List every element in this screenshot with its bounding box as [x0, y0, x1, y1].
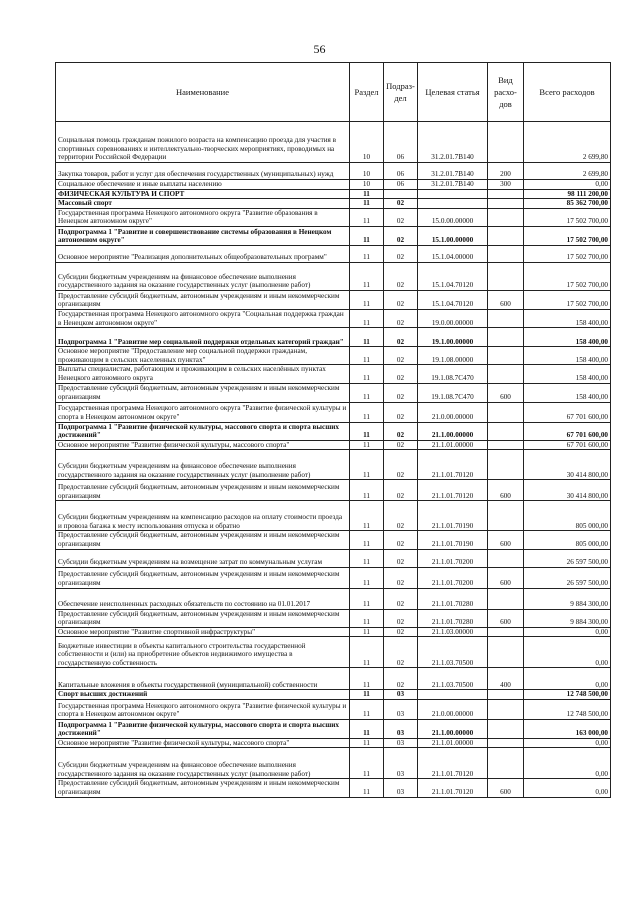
cell-expense-type: 600	[488, 290, 524, 309]
table-row	[56, 549, 611, 567]
cell-total-expenses: 17 502 700,00	[524, 290, 611, 309]
cell-name: Подпрограмма 1 "Развитие физической культуры, массового спорта и спорта высших достижений"	[56, 719, 350, 738]
cell-expense-type: 600	[488, 609, 524, 627]
cell-expense-type	[488, 208, 524, 226]
cell-name: Основное мероприятие "Предоставление мер социальной поддержки гражданам, проживающим в сельских населенных пунктах"	[56, 347, 350, 365]
cell-target-article: 21.1.03.70500	[418, 668, 488, 690]
cell-target-article: 21.0.00.00000	[418, 402, 488, 422]
table-row	[56, 719, 611, 738]
cell-section: 11	[350, 690, 384, 700]
cell-expense-type: 600	[488, 383, 524, 402]
cell-expense-type: 200	[488, 163, 524, 180]
cell-subsection: 02	[384, 567, 418, 588]
cell-subsection: 02	[384, 549, 418, 567]
cell-total-expenses: 163 000,00	[524, 719, 611, 738]
cell-target-article: 21.1.01.70190	[418, 531, 488, 549]
cell-name: Подпрограмма 1 "Развитие и совершенствование системы образования в Ненецком автономном округе"	[56, 226, 350, 245]
cell-subsection: 02	[384, 226, 418, 245]
cell-section: 11	[350, 719, 384, 738]
cell-target-article: 21.1.00.00000	[418, 719, 488, 738]
cell-name: Подпрограмма 1 "Развитие физической культуры, массового спорта и спорта высших достижений"	[56, 422, 350, 440]
cell-section: 11	[350, 402, 384, 422]
table-row	[56, 588, 611, 609]
cell-section: 11	[350, 748, 384, 779]
cell-total-expenses: 17 502 700,00	[524, 226, 611, 245]
cell-section: 11	[350, 567, 384, 588]
cell-expense-type: 300	[488, 180, 524, 190]
table-row	[56, 180, 611, 190]
table-row	[56, 226, 611, 245]
cell-name: Предоставление субсидий бюджетным, автономным учреждениям и иным некоммерческим организациям	[56, 531, 350, 549]
cell-subsection: 02	[384, 480, 418, 501]
cell-expense-type	[488, 199, 524, 209]
cell-total-expenses: 0,00	[524, 637, 611, 668]
cell-section: 10	[350, 180, 384, 190]
table-row	[56, 668, 611, 690]
cell-total-expenses: 12 748 500,00	[524, 690, 611, 700]
table-row	[56, 365, 611, 383]
table-row	[56, 199, 611, 209]
cell-target-article: 15.1.04.70120	[418, 290, 488, 309]
cell-total-expenses: 30 414 800,00	[524, 480, 611, 501]
cell-subsection: 06	[384, 122, 418, 163]
cell-target-article: 21.1.01.70280	[418, 609, 488, 627]
cell-subsection	[384, 189, 418, 199]
cell-subsection: 03	[384, 738, 418, 748]
cell-target-article: 19.1.08.7С470	[418, 365, 488, 383]
cell-total-expenses: 26 597 500,00	[524, 549, 611, 567]
cell-expense-type	[488, 719, 524, 738]
cell-section: 11	[350, 440, 384, 450]
cell-subsection: 02	[384, 347, 418, 365]
cell-section: 10	[350, 122, 384, 163]
cell-name: Государственная программа Ненецкого автономного округа "Развитие образования в Ненецком автономном округе"	[56, 208, 350, 226]
cell-target-article: 19.1.08.7С470	[418, 383, 488, 402]
cell-subsection: 02	[384, 262, 418, 290]
cell-total-expenses: 17 502 700,00	[524, 245, 611, 262]
cell-expense-type	[488, 699, 524, 719]
cell-target-article: 19.1.00.00000	[418, 328, 488, 347]
cell-expense-type	[488, 450, 524, 480]
cell-target-article: 31.2.01.7В140	[418, 180, 488, 190]
table-row	[56, 440, 611, 450]
cell-section: 11	[350, 422, 384, 440]
budget-table	[55, 62, 611, 798]
cell-subsection: 02	[384, 668, 418, 690]
cell-expense-type	[488, 637, 524, 668]
header-subsection: Подраз-дел	[384, 63, 418, 122]
cell-section: 11	[350, 480, 384, 501]
cell-total-expenses: 17 502 700,00	[524, 208, 611, 226]
cell-section: 10	[350, 163, 384, 180]
table-row	[56, 309, 611, 327]
cell-expense-type	[488, 226, 524, 245]
cell-name: Предоставление субсидий бюджетным, автономным учреждениям и иным некоммерческим организациям	[56, 383, 350, 402]
cell-subsection: 02	[384, 199, 418, 209]
table-row	[56, 122, 611, 163]
cell-name: Социальное обеспечение и иные выплаты населению	[56, 180, 350, 190]
table-row	[56, 748, 611, 779]
cell-expense-type	[488, 588, 524, 609]
cell-name: Спорт высших достижений	[56, 690, 350, 700]
cell-section: 11	[350, 501, 384, 531]
cell-target-article: 21.1.03.70500	[418, 637, 488, 668]
table-row	[56, 245, 611, 262]
cell-section: 11	[350, 189, 384, 199]
cell-total-expenses: 17 502 700,00	[524, 262, 611, 290]
cell-name: Основное мероприятие "Реализация дополнительных общеобразовательных программ"	[56, 245, 350, 262]
table-row	[56, 402, 611, 422]
cell-subsection: 02	[384, 290, 418, 309]
cell-name: Предоставление субсидий бюджетным, автономным учреждениям и иным некоммерческим организациям	[56, 480, 350, 501]
cell-section: 11	[350, 383, 384, 402]
cell-subsection: 06	[384, 163, 418, 180]
cell-target-article: 21.1.01.70120	[418, 480, 488, 501]
cell-target-article: 21.1.01.00000	[418, 738, 488, 748]
cell-subsection: 02	[384, 501, 418, 531]
cell-name: Субсидии бюджетным учреждениям на финансовое обеспечение выполнения государственного задания на оказание государственных услуг (выполнение работ)	[56, 450, 350, 480]
cell-subsection: 02	[384, 627, 418, 637]
cell-total-expenses: 98 111 200,00	[524, 189, 611, 199]
cell-expense-type	[488, 738, 524, 748]
cell-target-article: 21.1.00.00000	[418, 422, 488, 440]
cell-target-article	[418, 690, 488, 700]
page-number: 56	[313, 42, 326, 56]
table-row	[56, 480, 611, 501]
cell-target-article: 21.1.01.70280	[418, 588, 488, 609]
header-section: Раздел	[350, 63, 384, 122]
cell-name: Выплаты специалистам, работающим и проживающим в сельских населённых пунктах Ненецкого автономного округа	[56, 365, 350, 383]
cell-section: 11	[350, 531, 384, 549]
header-target-article: Целевая статья	[418, 63, 488, 122]
cell-section: 11	[350, 365, 384, 383]
cell-section: 11	[350, 609, 384, 627]
cell-expense-type: 400	[488, 668, 524, 690]
cell-subsection: 02	[384, 365, 418, 383]
cell-expense-type	[488, 549, 524, 567]
cell-total-expenses: 158 400,00	[524, 365, 611, 383]
cell-section: 11	[350, 637, 384, 668]
table-row	[56, 328, 611, 347]
cell-section: 11	[350, 627, 384, 637]
cell-subsection: 02	[384, 383, 418, 402]
cell-target-article: 19.1.08.00000	[418, 347, 488, 365]
cell-section: 11	[350, 309, 384, 327]
cell-expense-type: 600	[488, 480, 524, 501]
table-row	[56, 531, 611, 549]
cell-name: Социальная помощь гражданам пожилого возраста на компенсацию проезда для участия в спортивных соревнованиях и интеллектуально-творческих мероприятиях, проводимых на территории Российской Федерации	[56, 122, 350, 163]
cell-name: Субсидии бюджетным учреждениям на возмещение затрат по коммунальным услугам	[56, 549, 350, 567]
cell-expense-type	[488, 122, 524, 163]
cell-target-article: 15.0.00.00000	[418, 208, 488, 226]
cell-subsection: 02	[384, 588, 418, 609]
cell-section: 11	[350, 450, 384, 480]
cell-name: Субсидии бюджетным учреждениям на финансовое обеспечение выполнения государственного задания на оказание государственных услуг (выполнение работ)	[56, 748, 350, 779]
cell-total-expenses: 2 699,80	[524, 163, 611, 180]
cell-subsection: 02	[384, 440, 418, 450]
cell-target-article: 21.1.01.70200	[418, 567, 488, 588]
cell-section: 11	[350, 199, 384, 209]
cell-total-expenses: 85 362 700,00	[524, 199, 611, 209]
cell-section: 11	[350, 588, 384, 609]
cell-subsection: 02	[384, 402, 418, 422]
cell-section: 11	[350, 208, 384, 226]
cell-name: Основное мероприятие "Развитие физической культуры, массового спорта"	[56, 440, 350, 450]
cell-expense-type	[488, 627, 524, 637]
cell-subsection: 02	[384, 422, 418, 440]
cell-name: Государственная программа Ненецкого автономного округа "Развитие физической культуры и спорта в Ненецком автономном округе"	[56, 699, 350, 719]
cell-section: 11	[350, 328, 384, 347]
table-row	[56, 501, 611, 531]
cell-expense-type	[488, 365, 524, 383]
cell-total-expenses: 0,00	[524, 738, 611, 748]
table-row	[56, 189, 611, 199]
cell-section: 11	[350, 262, 384, 290]
table-row	[56, 567, 611, 588]
cell-expense-type	[488, 347, 524, 365]
table-row	[56, 290, 611, 309]
cell-total-expenses: 158 400,00	[524, 309, 611, 327]
cell-name: Предоставление субсидий бюджетным, автономным учреждениям и иным некоммерческим организациям	[56, 609, 350, 627]
table-row	[56, 699, 611, 719]
cell-subsection: 03	[384, 690, 418, 700]
cell-subsection: 02	[384, 328, 418, 347]
cell-subsection: 02	[384, 531, 418, 549]
cell-subsection: 02	[384, 450, 418, 480]
cell-expense-type	[488, 402, 524, 422]
cell-expense-type	[488, 245, 524, 262]
cell-total-expenses: 0,00	[524, 668, 611, 690]
cell-total-expenses: 2 699,80	[524, 122, 611, 163]
cell-total-expenses: 0,00	[524, 779, 611, 797]
cell-total-expenses: 0,00	[524, 627, 611, 637]
table-row	[56, 627, 611, 637]
cell-target-article: 15.1.04.00000	[418, 245, 488, 262]
cell-total-expenses: 9 884 300,00	[524, 609, 611, 627]
cell-name: Основное мероприятие "Развитие физической культуры, массового спорта"	[56, 738, 350, 748]
table-row	[56, 262, 611, 290]
table-row	[56, 422, 611, 440]
cell-name: Субсидии бюджетным учреждениям на финансовое обеспечение выполнения государственного задания на оказание государственных услуг (выполнение работ)	[56, 262, 350, 290]
cell-name: Бюджетные инвестиции в объекты капитального строительства государственной собственности и (или) на приобретение объектов недвижимого имущества в государственную собственность	[56, 637, 350, 668]
cell-total-expenses: 67 701 600,00	[524, 422, 611, 440]
cell-target-article: 15.1.04.70120	[418, 262, 488, 290]
cell-target-article	[418, 189, 488, 199]
cell-name: Закупка товаров, работ и услуг для обеспечения государственных (муниципальных) нужд	[56, 163, 350, 180]
cell-target-article: 31.2.01.7В140	[418, 163, 488, 180]
cell-total-expenses: 9 884 300,00	[524, 588, 611, 609]
cell-name: ФИЗИЧЕСКАЯ КУЛЬТУРА И СПОРТ	[56, 189, 350, 199]
cell-subsection: 03	[384, 719, 418, 738]
cell-section: 11	[350, 699, 384, 719]
table-row	[56, 690, 611, 700]
cell-target-article: 31.2.01.7В140	[418, 122, 488, 163]
table-row	[56, 347, 611, 365]
table-row	[56, 163, 611, 180]
cell-total-expenses: 12 748 500,00	[524, 699, 611, 719]
cell-subsection: 03	[384, 748, 418, 779]
cell-section: 11	[350, 226, 384, 245]
cell-expense-type: 600	[488, 567, 524, 588]
cell-target-article: 21.1.01.70120	[418, 450, 488, 480]
table-row	[56, 450, 611, 480]
cell-expense-type	[488, 309, 524, 327]
cell-subsection: 02	[384, 208, 418, 226]
cell-section: 11	[350, 290, 384, 309]
cell-expense-type	[488, 440, 524, 450]
cell-name: Государственная программа Ненецкого автономного округа "Социальная поддержка граждан в Ненецком автономном округе"	[56, 309, 350, 327]
cell-subsection: 02	[384, 637, 418, 668]
cell-total-expenses: 158 400,00	[524, 347, 611, 365]
cell-name: Массовый спорт	[56, 199, 350, 209]
cell-name: Обеспечение неисполненных расходных обязательств по состоянию на 01.01.2017	[56, 588, 350, 609]
cell-expense-type	[488, 189, 524, 199]
header-name: Наименование	[56, 63, 350, 122]
cell-total-expenses: 26 597 500,00	[524, 567, 611, 588]
cell-total-expenses: 0,00	[524, 748, 611, 779]
table-row	[56, 779, 611, 797]
cell-name: Государственная программа Ненецкого автономного округа "Развитие физической культуры и спорта в Ненецком автономном округе"	[56, 402, 350, 422]
cell-name: Подпрограмма 1 "Развитие мер социальной поддержки отдельных категорий граждан"	[56, 328, 350, 347]
cell-target-article: 19.0.00.00000	[418, 309, 488, 327]
cell-target-article: 21.1.03.00000	[418, 627, 488, 637]
table-row	[56, 637, 611, 668]
cell-target-article	[418, 199, 488, 209]
cell-total-expenses: 158 400,00	[524, 328, 611, 347]
cell-total-expenses: 158 400,00	[524, 383, 611, 402]
cell-subsection: 02	[384, 309, 418, 327]
table-row	[56, 383, 611, 402]
cell-total-expenses: 0,00	[524, 180, 611, 190]
cell-subsection: 06	[384, 180, 418, 190]
cell-name: Субсидии бюджетным учреждениям на компенсацию расходов на оплату стоимости проезда и провоза багажа к месту использования отпуска и обратно	[56, 501, 350, 531]
cell-section: 11	[350, 738, 384, 748]
cell-target-article: 21.0.00.00000	[418, 699, 488, 719]
cell-expense-type	[488, 328, 524, 347]
cell-expense-type: 600	[488, 531, 524, 549]
cell-expense-type	[488, 748, 524, 779]
cell-expense-type	[488, 422, 524, 440]
cell-subsection: 02	[384, 609, 418, 627]
cell-target-article: 21.1.01.00000	[418, 440, 488, 450]
table-row	[56, 609, 611, 627]
cell-total-expenses: 30 414 800,00	[524, 450, 611, 480]
table-row	[56, 738, 611, 748]
cell-name: Основное мероприятие "Развитие спортивной инфраструктуры"	[56, 627, 350, 637]
cell-total-expenses: 67 701 600,00	[524, 440, 611, 450]
cell-section: 11	[350, 668, 384, 690]
cell-expense-type: 600	[488, 779, 524, 797]
cell-section: 11	[350, 347, 384, 365]
cell-subsection: 03	[384, 779, 418, 797]
cell-section: 11	[350, 245, 384, 262]
cell-target-article: 21.1.01.70120	[418, 748, 488, 779]
cell-name: Предоставление субсидий бюджетным, автономным учреждениям и иным некоммерческим организациям	[56, 290, 350, 309]
header-total-expenses: Всего расходов	[524, 63, 611, 122]
cell-section: 11	[350, 549, 384, 567]
table-row	[56, 208, 611, 226]
cell-subsection: 02	[384, 245, 418, 262]
cell-target-article: 21.1.01.70120	[418, 779, 488, 797]
cell-expense-type	[488, 690, 524, 700]
cell-expense-type	[488, 501, 524, 531]
cell-target-article: 15.1.00.00000	[418, 226, 488, 245]
cell-expense-type	[488, 262, 524, 290]
cell-total-expenses: 805 000,00	[524, 501, 611, 531]
table-header-row	[56, 63, 611, 122]
cell-section: 11	[350, 779, 384, 797]
cell-target-article: 21.1.01.70200	[418, 549, 488, 567]
cell-target-article: 21.1.01.70190	[418, 501, 488, 531]
cell-subsection: 03	[384, 699, 418, 719]
cell-total-expenses: 805 000,00	[524, 531, 611, 549]
header-expense-type: Вид расхо-дов	[488, 63, 524, 122]
cell-name: Предоставление субсидий бюджетным, автономным учреждениям и иным некоммерческим организациям	[56, 567, 350, 588]
cell-name: Предоставление субсидий бюджетным, автономным учреждениям и иным некоммерческим организациям	[56, 779, 350, 797]
cell-name: Капитальные вложения в объекты государственной (муниципальной) собственности	[56, 668, 350, 690]
cell-total-expenses: 67 701 600,00	[524, 402, 611, 422]
